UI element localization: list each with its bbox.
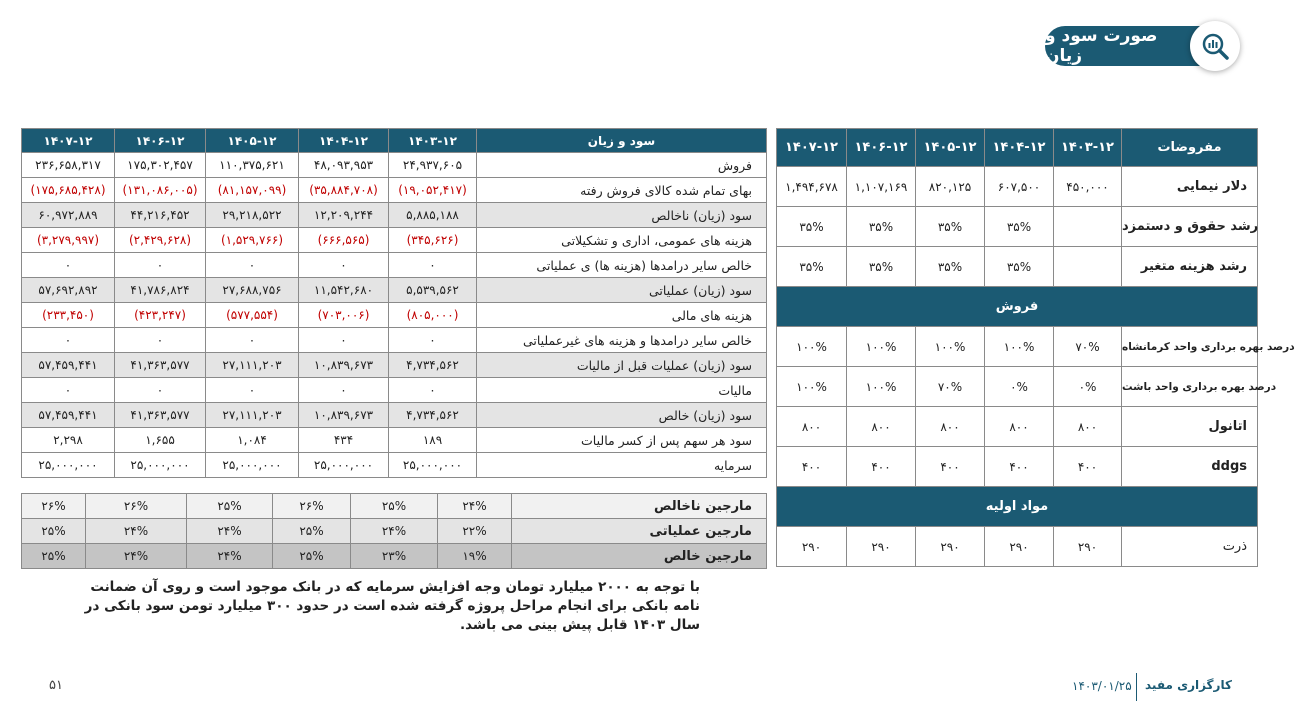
value-cell: ۰%: [1054, 367, 1122, 407]
margin-row: [22, 519, 767, 544]
row-label: رشد حقوق و دستمزد: [1122, 207, 1258, 247]
value-cell: ۴۰۰: [916, 447, 985, 487]
value-cell: ۲۵,۰۰۰,۰۰۰: [22, 453, 115, 478]
row-label: مارجین عملیاتی: [512, 519, 767, 544]
section-title: فروش: [777, 287, 1258, 327]
page-title: صورت سود و زیان: [1045, 26, 1221, 66]
section-sales: [777, 287, 1258, 327]
section-title: مواد اولیه: [777, 487, 1258, 527]
row-label: سود (زیان) ناخالص: [477, 203, 767, 228]
value-cell: ۱۲,۲۰۹,۲۴۴: [299, 203, 389, 228]
value-cell: ۲۵%: [273, 519, 351, 544]
value-cell: ۲۴%: [187, 544, 273, 569]
value-cell: ۰: [22, 328, 115, 353]
value-cell: ۲۲%: [438, 519, 512, 544]
margin-row: [22, 544, 767, 569]
table-title: سود و زیان: [477, 129, 767, 153]
value-cell: ۲۵%: [351, 494, 438, 519]
value-cell: ۴۱,۳۶۳,۵۷۷: [115, 403, 206, 428]
year-header: ۱۴۰۷-۱۲: [777, 129, 847, 167]
value-cell: ۲۵,۰۰۰,۰۰۰: [206, 453, 299, 478]
row-label: سرمایه: [477, 453, 767, 478]
value-cell: (۳۵,۸۸۴,۷۰۸): [299, 178, 389, 203]
value-cell: ۲۴%: [86, 519, 187, 544]
value-cell: (۷۰۳,۰۰۶): [299, 303, 389, 328]
value-cell: ۵۷,۴۵۹,۴۴۱: [22, 403, 115, 428]
value-cell: ۰%: [985, 367, 1054, 407]
table-row: [777, 447, 1258, 487]
value-cell: ۸۰۰: [847, 407, 916, 447]
page-number: ۵۱: [49, 678, 63, 693]
note-text: با توجه به ۲۰۰۰ میلیارد تومان وجه افزایش سرمایه که در بانک موجود است و روی آن ضمانت نامه بانکی برای انجام مراحل پروژه گرفته شده است در حدود ۳۰۰ میلیارد تومن سود بانکی در سال ۱۴۰۳ قابل پیش بینی می باشد.: [84, 579, 700, 633]
value-cell: ۰: [389, 378, 477, 403]
value-cell: ۳۵%: [847, 207, 916, 247]
value-cell: ۱۰,۸۳۹,۶۷۳: [299, 403, 389, 428]
value-cell: ۵,۸۸۵,۱۸۸: [389, 203, 477, 228]
value-cell: ۱,۴۹۴,۶۷۸: [777, 167, 847, 207]
row-label: سود هر سهم پس از کسر مالیات: [477, 428, 767, 453]
value-cell: ۲۳۶,۶۵۸,۳۱۷: [22, 153, 115, 178]
row-label: سود (زیان) عملیاتی: [477, 278, 767, 303]
value-cell: ۱۱۰,۳۷۵,۶۲۱: [206, 153, 299, 178]
value-cell: ۰: [22, 253, 115, 278]
table-row: [777, 367, 1258, 407]
value-cell: ۱۰,۸۳۹,۶۷۳: [299, 353, 389, 378]
value-cell: (۲,۴۲۹,۶۲۸): [115, 228, 206, 253]
year-header: ۱۴۰۳-۱۲: [389, 129, 477, 153]
value-cell: ۳۵%: [985, 207, 1054, 247]
value-cell: (۴۲۳,۲۴۷): [115, 303, 206, 328]
value-cell: ۴۰۰: [1054, 447, 1122, 487]
row-label: سود (زیان) خالص: [477, 403, 767, 428]
report-date: ۱۴۰۳/۰۱/۲۵: [1072, 679, 1132, 693]
footer-divider: [1136, 673, 1137, 701]
value-cell: ۲۳%: [351, 544, 438, 569]
row-label: دلار نیمایی: [1122, 167, 1258, 207]
row-label: درصد بهره برداری واحد باشت: [1122, 367, 1258, 407]
value-cell: ۲۶%: [86, 494, 187, 519]
value-cell: ۱,۱۰۷,۱۶۹: [847, 167, 916, 207]
table-header-row: [22, 129, 767, 153]
value-cell: ۷۰%: [916, 367, 985, 407]
year-header: ۱۴۰۶-۱۲: [847, 129, 916, 167]
value-cell: ۲۹۰: [1054, 527, 1122, 567]
value-cell: ۰: [299, 328, 389, 353]
value-cell: ۲۵%: [22, 519, 86, 544]
table-row: [22, 178, 767, 203]
value-cell: ۱۸۹: [389, 428, 477, 453]
value-cell: ۰: [299, 378, 389, 403]
value-cell: ۷۰%: [1054, 327, 1122, 367]
value-cell: ۲۴%: [438, 494, 512, 519]
table-row: [22, 303, 767, 328]
value-cell: ۲۹۰: [916, 527, 985, 567]
row-label: فروش: [477, 153, 767, 178]
table-row: [777, 247, 1258, 287]
value-cell: ۲۶%: [273, 494, 351, 519]
year-header: ۱۴۰۴-۱۲: [985, 129, 1054, 167]
value-cell: ۲,۲۹۸: [22, 428, 115, 453]
value-cell: (۸۱,۱۵۷,۰۹۹): [206, 178, 299, 203]
row-label: رشد هزینه متغیر: [1122, 247, 1258, 287]
value-cell: ۲۹۰: [777, 527, 847, 567]
value-cell: ۱۰۰%: [777, 327, 847, 367]
table-row: [22, 228, 767, 253]
value-cell: (۵۷۷,۵۵۴): [206, 303, 299, 328]
value-cell: ۲۴,۹۳۷,۶۰۵: [389, 153, 477, 178]
value-cell: ۲۵,۰۰۰,۰۰۰: [115, 453, 206, 478]
value-cell: ۰: [389, 328, 477, 353]
value-cell: ۲۷,۱۱۱,۲۰۳: [206, 353, 299, 378]
value-cell: ۰: [206, 378, 299, 403]
year-header: ۱۴۰۳-۱۲: [1054, 129, 1122, 167]
value-cell: [1054, 207, 1122, 247]
value-cell: (۳۴۵,۶۲۶): [389, 228, 477, 253]
row-label: ذرت: [1122, 527, 1258, 567]
value-cell: ۳۵%: [777, 247, 847, 287]
value-cell: ۰: [22, 378, 115, 403]
value-cell: ۵,۵۳۹,۵۶۲: [389, 278, 477, 303]
table-row: [777, 407, 1258, 447]
year-header: ۱۴۰۴-۱۲: [299, 129, 389, 153]
value-cell: ۴۸,۰۹۳,۹۵۳: [299, 153, 389, 178]
value-cell: ۲۵,۰۰۰,۰۰۰: [299, 453, 389, 478]
value-cell: ۰: [206, 253, 299, 278]
value-cell: ۳۵%: [916, 247, 985, 287]
value-cell: ۸۰۰: [777, 407, 847, 447]
value-cell: ۲۶%: [22, 494, 86, 519]
value-cell: ۴,۷۳۴,۵۶۲: [389, 403, 477, 428]
value-cell: ۰: [115, 253, 206, 278]
value-cell: ۰: [299, 253, 389, 278]
value-cell: ۴۰۰: [777, 447, 847, 487]
value-cell: ۲۹,۲۱۸,۵۲۲: [206, 203, 299, 228]
value-cell: (۱۳۱,۰۸۶,۰۰۵): [115, 178, 206, 203]
value-cell: (۱۹,۰۵۲,۴۱۷): [389, 178, 477, 203]
table-row: [777, 207, 1258, 247]
value-cell: ۲۴%: [187, 519, 273, 544]
value-cell: ۰: [115, 328, 206, 353]
value-cell: ۱,۰۸۴: [206, 428, 299, 453]
value-cell: ۲۵%: [273, 544, 351, 569]
table-row: [22, 203, 767, 228]
table-row: [777, 167, 1258, 207]
value-cell: (۶۶۶,۵۶۵): [299, 228, 389, 253]
value-cell: ۸۰۰: [1054, 407, 1122, 447]
section-materials: [777, 487, 1258, 527]
value-cell: ۴۰۰: [847, 447, 916, 487]
year-header: ۱۴۰۵-۱۲: [916, 129, 985, 167]
value-cell: (۳,۲۷۹,۹۹۷): [22, 228, 115, 253]
value-cell: ۴۴,۲۱۶,۴۵۲: [115, 203, 206, 228]
table-title: مفروضات: [1122, 129, 1258, 167]
year-header: ۱۴۰۶-۱۲: [115, 129, 206, 153]
brand-name: کارگزاری مفید: [1145, 678, 1232, 692]
row-label: اتانول: [1122, 407, 1258, 447]
value-cell: ۰: [389, 253, 477, 278]
value-cell: ۲۵%: [187, 494, 273, 519]
value-cell: ۱۰۰%: [916, 327, 985, 367]
value-cell: ۱,۶۵۵: [115, 428, 206, 453]
value-cell: ۲۴%: [351, 519, 438, 544]
table-row: [22, 153, 767, 178]
margin-row: [22, 494, 767, 519]
value-cell: ۲۵%: [22, 544, 86, 569]
value-cell: ۴۰۰: [985, 447, 1054, 487]
value-cell: (۸۰۵,۰۰۰): [389, 303, 477, 328]
row-label: هزینه های عمومی، اداری و تشکیلاتی: [477, 228, 767, 253]
value-cell: ۸۰۰: [916, 407, 985, 447]
value-cell: ۱۹%: [438, 544, 512, 569]
value-cell: ۳۵%: [777, 207, 847, 247]
row-label: سود (زیان) عملیات قبل از مالیات: [477, 353, 767, 378]
table-row: [22, 353, 767, 378]
table-row: [22, 378, 767, 403]
table-row: [22, 403, 767, 428]
value-cell: (۲۳۳,۴۵۰): [22, 303, 115, 328]
profit-loss-table: [21, 128, 767, 478]
row-label: درصد بهره برداری واحد کرمانشاه: [1122, 327, 1258, 367]
row-label: مارجین خالص: [512, 544, 767, 569]
value-cell: ۴۳۴: [299, 428, 389, 453]
value-cell: ۴۵۰,۰۰۰: [1054, 167, 1122, 207]
value-cell: ۳۵%: [985, 247, 1054, 287]
table-row: [22, 253, 767, 278]
value-cell: ۴۱,۳۶۳,۵۷۷: [115, 353, 206, 378]
margins-table: [21, 493, 767, 569]
value-cell: ۶۰,۹۷۲,۸۸۹: [22, 203, 115, 228]
value-cell: ۲۹۰: [985, 527, 1054, 567]
year-header: ۱۴۰۷-۱۲: [22, 129, 115, 153]
value-cell: ۲۵,۰۰۰,۰۰۰: [389, 453, 477, 478]
value-cell: ۶۰۷,۵۰۰: [985, 167, 1054, 207]
value-cell: ۱۰۰%: [847, 367, 916, 407]
value-cell: (۱۷۵,۶۸۵,۴۲۸): [22, 178, 115, 203]
row-label: ddgs: [1122, 447, 1258, 487]
table-header-row: [777, 129, 1258, 167]
value-cell: ۴,۷۳۴,۵۶۲: [389, 353, 477, 378]
value-cell: ۲۷,۶۸۸,۷۵۶: [206, 278, 299, 303]
value-cell: ۰: [206, 328, 299, 353]
value-cell: ۱۰۰%: [777, 367, 847, 407]
value-cell: ۴۱,۷۸۶,۸۲۴: [115, 278, 206, 303]
row-label: بهای تمام شده کالای فروش رفته: [477, 178, 767, 203]
table-row: [22, 428, 767, 453]
value-cell: ۲۴%: [86, 544, 187, 569]
value-cell: ۳۵%: [916, 207, 985, 247]
assumptions-table: [776, 128, 1295, 567]
table-row: [22, 453, 767, 478]
value-cell: ۰: [115, 378, 206, 403]
year-header: ۱۴۰۵-۱۲: [206, 129, 299, 153]
row-label: خالص سایر درامدها و هزینه های غیرعملیاتی: [477, 328, 767, 353]
value-cell: ۲۹۰: [847, 527, 916, 567]
value-cell: ۵۷,۶۹۲,۸۹۲: [22, 278, 115, 303]
value-cell: ۱۱,۵۴۲,۶۸۰: [299, 278, 389, 303]
value-cell: ۲۷,۱۱۱,۲۰۳: [206, 403, 299, 428]
table-row: [22, 278, 767, 303]
value-cell: ۱۷۵,۳۰۲,۴۵۷: [115, 153, 206, 178]
table-row: [777, 527, 1258, 567]
row-label: مارجین ناخالص: [512, 494, 767, 519]
table-row: [22, 328, 767, 353]
value-cell: [1054, 247, 1122, 287]
value-cell: ۳۵%: [847, 247, 916, 287]
value-cell: ۱۰۰%: [847, 327, 916, 367]
value-cell: ۸۰۰: [985, 407, 1054, 447]
row-label: مالیات: [477, 378, 767, 403]
search-chart-icon: [1190, 21, 1240, 71]
value-cell: ۱۰۰%: [985, 327, 1054, 367]
value-cell: ۸۲۰,۱۲۵: [916, 167, 985, 207]
table-row: [777, 327, 1258, 367]
value-cell: ۵۷,۴۵۹,۴۴۱: [22, 353, 115, 378]
value-cell: (۱,۵۲۹,۷۶۶): [206, 228, 299, 253]
row-label: خالص سایر درامدها (هزینه ها) ی عملیاتی: [477, 253, 767, 278]
row-label: هزینه های مالی: [477, 303, 767, 328]
